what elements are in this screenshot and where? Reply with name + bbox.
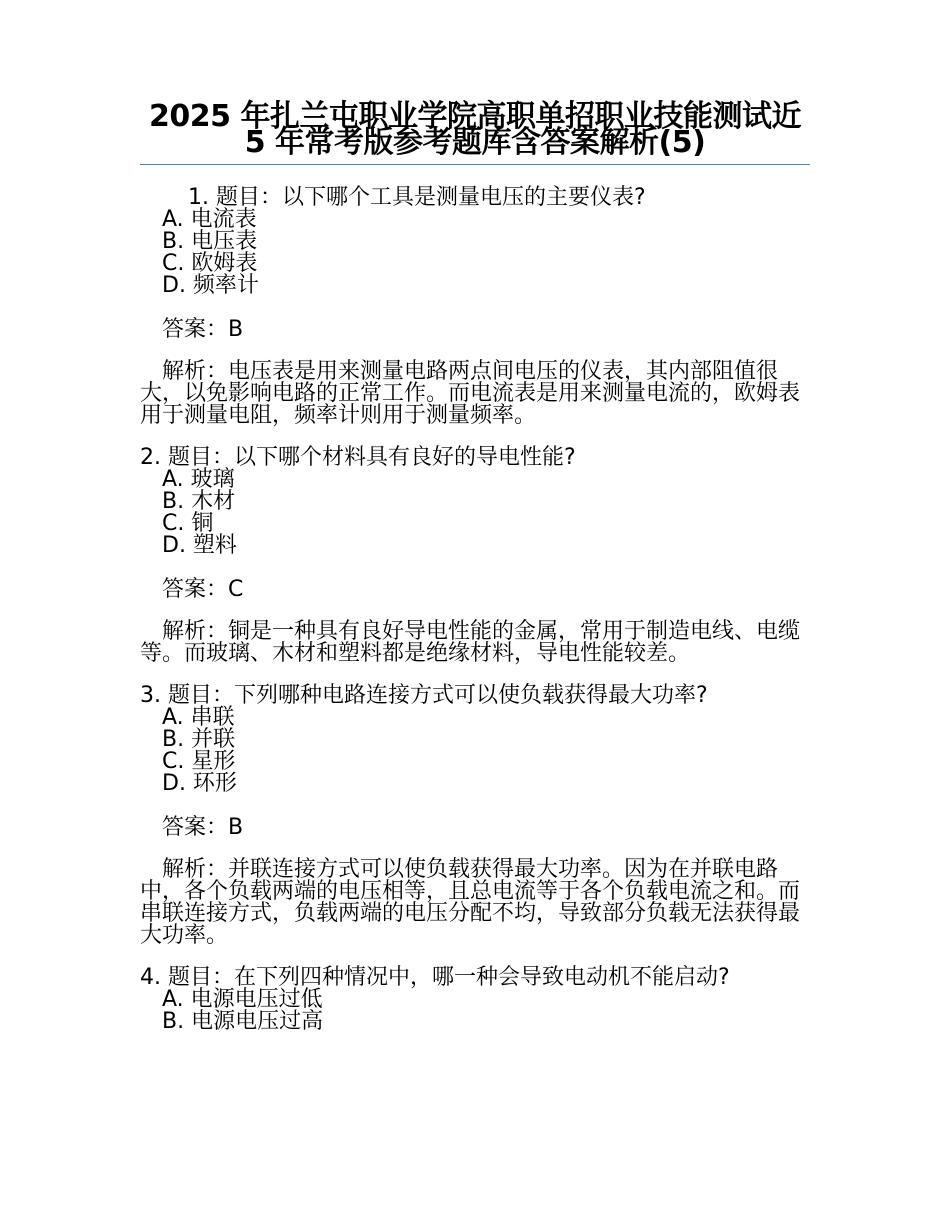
option-c: C. 铜 <box>162 511 214 536</box>
option-d: D. 环形 <box>162 771 237 796</box>
option-list <box>140 989 810 1033</box>
answer: 答案：C <box>162 577 244 602</box>
question-text: 4. 题目：在下列四种情况中，哪一种会导致电动机不能启动? <box>140 965 730 990</box>
option-c: C. 星形 <box>162 749 236 774</box>
analysis: 解析：电压表是用来测量电路两点间电压的仪表，其内部阻值很大，以免影响电路的正常工作。而电流表是用来测量电流的，欧姆表用于测量电阻，频率计则用于测量频率。 <box>140 359 801 428</box>
option-a: A. 玻璃 <box>162 467 235 492</box>
option-b: B. 电压表 <box>162 229 258 254</box>
option-a: A. 电流表 <box>162 207 257 232</box>
question-1 <box>140 187 810 427</box>
option-b: B. 并联 <box>162 727 236 752</box>
option-list <box>140 707 810 795</box>
analysis: 解析：并联连接方式可以使负载获得最大功率。因为在并联电路中，各个负载两端的电压相等，且总电流等于各个负载电流之和。而串联连接方式，负载两端的电压分配不均，导致部分负载无法获得最大功率。 <box>140 857 801 948</box>
option-c: C. 欧姆表 <box>162 251 258 276</box>
document-page <box>140 0 810 1033</box>
option-a: A. 电源电压过低 <box>162 987 323 1012</box>
analysis: 解析：铜是一种具有良好导电性能的金属，常用于制造电线、电缆等。而玻璃、木材和塑料都是绝缘材料，导电性能较差。 <box>140 619 801 666</box>
option-a: A. 串联 <box>162 705 235 730</box>
option-list <box>140 469 810 557</box>
document-title: 2025 年扎兰屯职业学院高职单招职业技能测试近 5 年常考版参考题库含答案解析(5) <box>149 99 801 160</box>
option-b: B. 电源电压过高 <box>162 1009 324 1034</box>
answer: 答案：B <box>162 815 244 840</box>
option-d: D. 塑料 <box>162 533 237 558</box>
option-b: B. 木材 <box>162 489 236 514</box>
question-4 <box>140 967 810 1033</box>
question-2 <box>140 447 810 665</box>
question-text: 1. 题目：以下哪个工具是测量电压的主要仪表? <box>188 185 646 210</box>
option-list <box>140 209 810 297</box>
question-text: 2. 题目：以下哪个材料具有良好的导电性能? <box>140 445 576 470</box>
question-3 <box>140 685 810 947</box>
answer: 答案：B <box>162 317 244 342</box>
title-divider <box>140 164 810 165</box>
option-d: D. 频率计 <box>162 273 259 298</box>
question-text: 3. 题目：下列哪种电路连接方式可以使负载获得最大功率? <box>140 683 708 708</box>
